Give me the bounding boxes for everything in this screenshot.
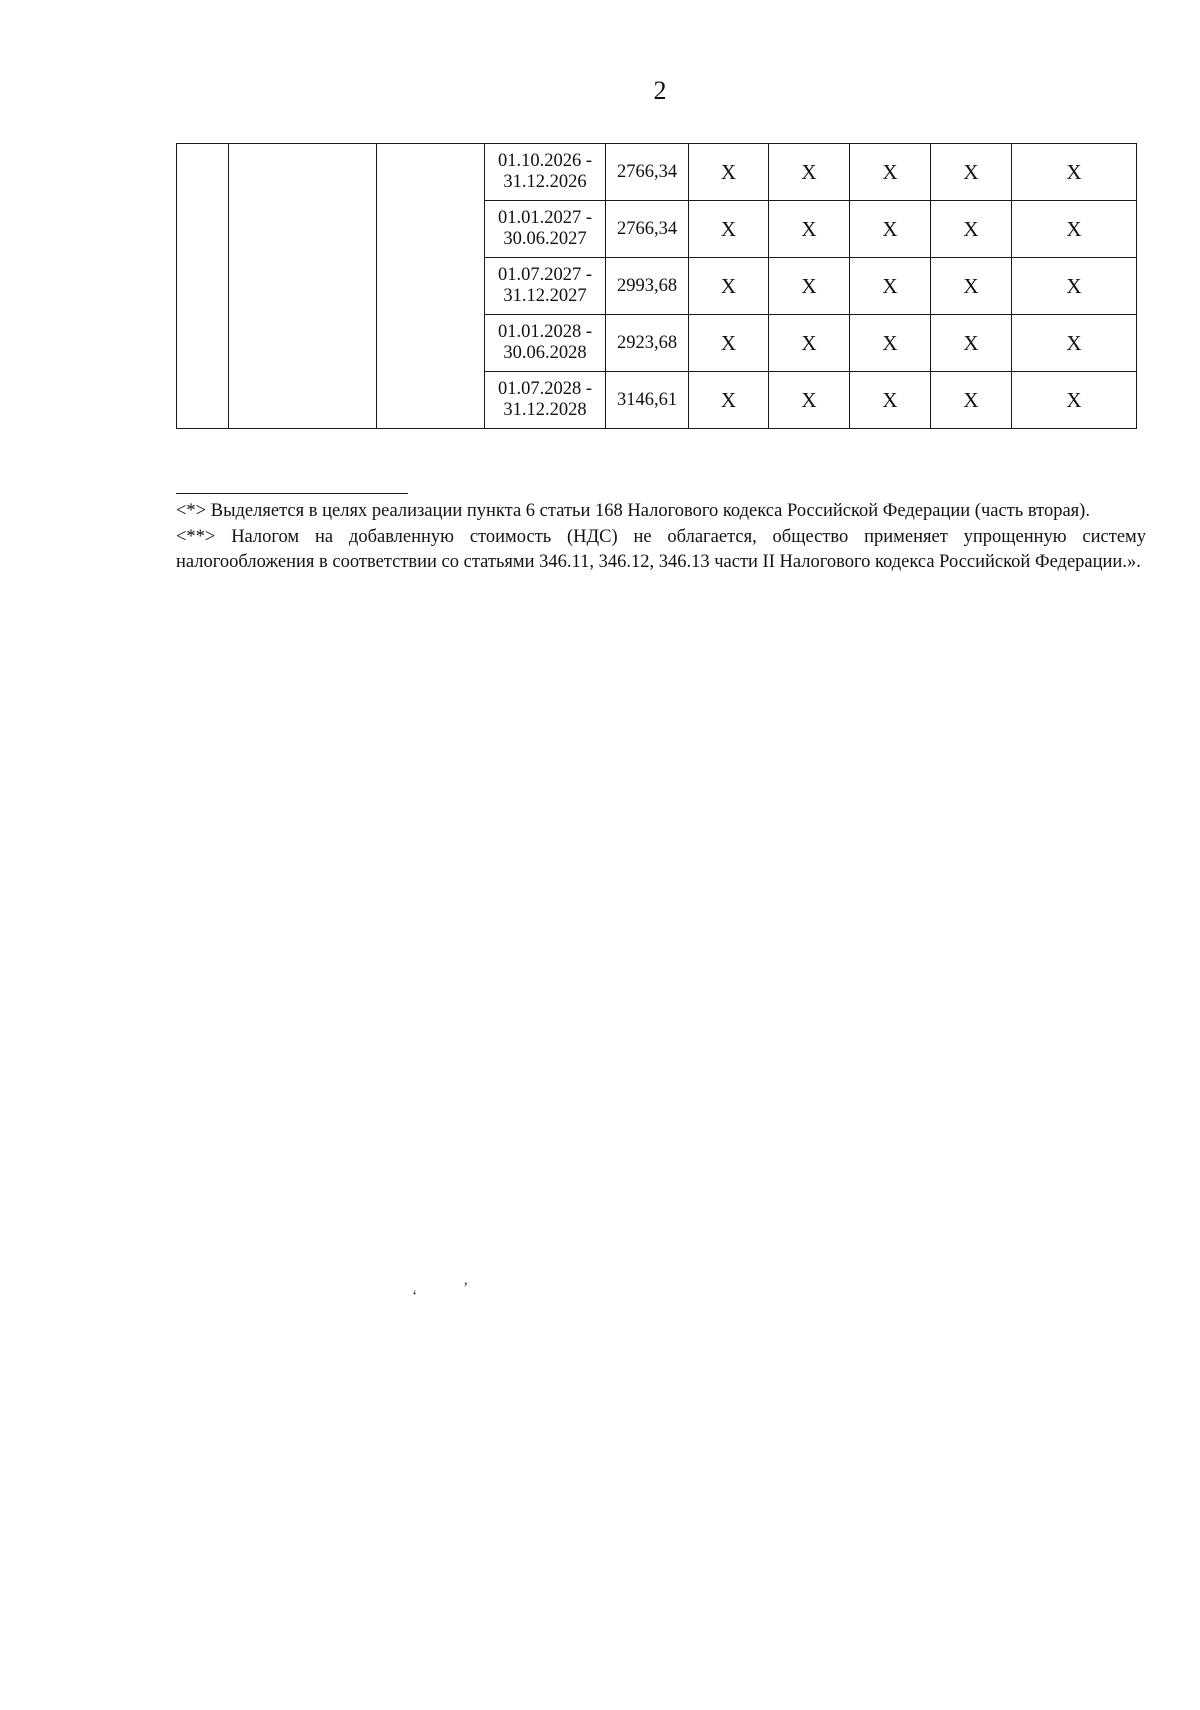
rate-cell: 2923,68 <box>606 315 689 372</box>
mark-cell: X <box>931 372 1012 429</box>
tariff-table <box>176 143 1137 429</box>
mark-cell: X <box>931 144 1012 201</box>
period-start: 01.07.2027 - <box>497 265 593 285</box>
mark-cell: X <box>1012 315 1137 372</box>
mark-cell: X <box>689 372 769 429</box>
period-end: 31.12.2027 <box>503 286 587 306</box>
mark-cell: X <box>850 315 931 372</box>
period-end: 30.06.2028 <box>503 343 587 363</box>
period-start: 01.01.2027 - <box>497 208 593 228</box>
footnote-divider <box>176 493 408 494</box>
scan-speck: ‘ <box>412 1288 418 1305</box>
period-start: 01.07.2028 - <box>497 379 593 399</box>
mark-cell: X <box>850 372 931 429</box>
mark-cell: X <box>769 372 850 429</box>
scan-speck: ’ <box>463 1280 469 1297</box>
rate-cell: 2766,34 <box>606 201 689 258</box>
mark-cell: X <box>689 144 769 201</box>
mark-cell: X <box>769 201 850 258</box>
period-end: 30.06.2027 <box>503 229 587 249</box>
rate-cell: 2766,34 <box>606 144 689 201</box>
mark-cell: X <box>689 258 769 315</box>
mark-cell: X <box>931 258 1012 315</box>
mark-cell: X <box>769 258 850 315</box>
indicator-cell <box>377 144 485 429</box>
mark-cell: X <box>850 201 931 258</box>
mark-cell: X <box>1012 372 1137 429</box>
footnote-vat-allocation: <*> Выделяется в целях реализации пункта 6 статьи 168 Налогового кодекса Российской Федерации (часть вторая). <box>176 501 1090 521</box>
mark-cell: X <box>689 315 769 372</box>
page-number: 2 <box>653 76 667 105</box>
table-row <box>177 144 1137 201</box>
mark-cell: X <box>850 144 931 201</box>
mark-cell: X <box>1012 258 1137 315</box>
number-cell <box>177 144 229 429</box>
mark-cell: X <box>769 315 850 372</box>
mark-cell: X <box>931 315 1012 372</box>
period-cell <box>485 144 606 201</box>
organization-cell <box>229 144 377 429</box>
footnote-vat-exempt: <**> Налогом на добавленную стоимость (НДС) не облагается, общество применяет упрощенную систему налогообложения в соответствии со статьями 346.11, 346.12, 346.13 части II Налогового кодекса Российской Федерации.». <box>176 527 1146 572</box>
mark-cell: X <box>1012 201 1137 258</box>
period-cell <box>485 372 606 429</box>
period-cell <box>485 201 606 258</box>
period-start: 01.01.2028 - <box>497 322 593 342</box>
period-cell <box>485 315 606 372</box>
mark-cell: X <box>769 144 850 201</box>
period-start: 01.10.2026 - <box>497 151 593 171</box>
mark-cell: X <box>850 258 931 315</box>
period-end: 31.12.2028 <box>503 400 587 420</box>
period-end: 31.12.2026 <box>503 172 587 192</box>
rate-cell: 2993,68 <box>606 258 689 315</box>
footnotes <box>176 499 1146 576</box>
rate-cell: 3146,61 <box>606 372 689 429</box>
mark-cell: X <box>689 201 769 258</box>
period-cell <box>485 258 606 315</box>
mark-cell: X <box>1012 144 1137 201</box>
mark-cell: X <box>931 201 1012 258</box>
